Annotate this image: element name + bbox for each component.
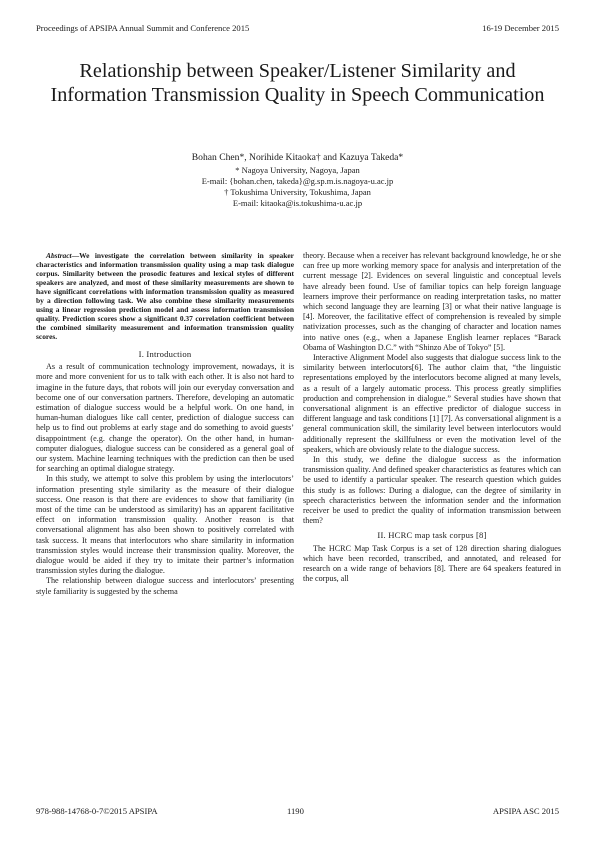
abstract-text: —We investigate the correlation between similarity in speaker characteristics and information transmission quality using a map task dialogue corpus. Similarity between the prosodic features and lexical styles of different speakers are analyzed, and most of these similarity measurements are shown to have significant correlations with information transmission quality as measured by a direction following task. We also combine these similarity measurements using a linear regression prediction model and assess information transmission quality. Prediction scores show a significant 0.37 correlation coefficient between the combined similarity measurement and information transmission quality scores.	[36, 251, 294, 341]
body-paragraph: Interactive Alignment Model also suggests that dialogue success link to the similarity between interlocutors[6]. The author claim that, “the linguistic representations employed by the interlocutors become aligned at many levels, as a result of a largely automatic process. This process greatly simplifies production and comprehension in dialogue.” Several studies have shown that conversational alignment is an effective predictor of dialogue success in different language and task conditions [1] [7]. As conversational alignment is a general communication skill, the similarity level between interlocutors would additionally represent the skillfulness or even the motivation level of the speakers, which are obviously relate to the dialogue success.	[303, 353, 561, 454]
running-header-right: 16-19 December 2015	[482, 23, 559, 33]
abstract-label: Abstract	[46, 251, 72, 260]
footer-isbn: 978-988-14768-0-7©2015 APSIPA	[36, 806, 158, 816]
section-heading-corpus: II. HCRC map task corpus [8]	[377, 530, 487, 541]
affiliation-2: † Tokushima University, Tokushima, Japan	[224, 186, 371, 197]
running-header-left: Proceedings of APSIPA Annual Summit and Conference 2015	[36, 23, 250, 33]
left-column	[36, 251, 294, 597]
body-paragraph: In this study, we attempt to solve this problem by using the interlocutors’ information presenting style similarity as the measure of their dialogue success. One reason is that there are evidences to show that familiarity (in most of the time can be understood as similarity) has an apparent facilitative effect on information transmission quality. Another reason is that conversational alignment has also been shown to positively correlated with task success. It means that interlocutors who share similarity in information transmission styles would increase their transmission quality. Moreover, the dialogue would be aided if they try to imitate their partner’s information transmission styles during the dialogue.	[36, 474, 294, 576]
email-2: E-mail: kitaoka@is.tokushima-u.ac.jp	[232, 197, 363, 208]
section-heading-introduction: I. Introduction	[138, 349, 192, 359]
body-paragraph: theory. Because when a receiver has relevant background knowledge, he or she can free up more working memory space for analysis and interpretation of the current message [2]. Evidences on several linguistic and conceptual levels have already been found. Use of familiar topics can help foreign language learners improve their performance on reading interpretation tasks, no matter which second language they are learning [3] or what their native language is [4]. Moreover, the facilitative effect of comprehension is revealed by simple nativization processes, such as the changing of character and location names into native ones (e.g., when a Japanese English learner replaces “Barack Obama of Washington D.C.” with “Shinzo Abe of Tokyo” [5].	[303, 251, 561, 352]
email-1: E-mail: {bohan.chen, takeda}@g.sp.m.is.nagoya-u.ac.jp	[201, 175, 394, 186]
page-number: 1190	[287, 806, 304, 816]
abstract	[36, 251, 294, 341]
author-names: Bohan Chen*, Norihide Kitaoka† and Kazuya Takeda*	[191, 152, 404, 163]
body-paragraph: The HCRC Map Task Corpus is a set of 128 direction sharing dialogues which have been recorded, transcribed, and annotated, and released for research on a wide range of behaviors [8]. There are 64 speakers featured in the corpus, all	[303, 543, 561, 584]
footer-conference: APSIPA ASC 2015	[492, 806, 559, 816]
paper-title: Relationship between Speaker/Listener Similarity and Information Transmission Quality in Speech Communication	[50, 60, 545, 106]
body-paragraph: In this study, we define the dialogue success as the information transmission quality. And defined speaker characteristics as features which can be used to identify a particular speaker. The research question which guides this study is as follows: During a dialogue, can the degree of similarity in speech characteristics between the information sender and the information receiver be used to predict the quality of information transmission between them?	[303, 455, 561, 526]
body-paragraph: As a result of communication technology improvement, nowadays, it is more and more convenient for us to talk with each other. It is also not hard to imagine in the future days, that robots will join our everyday conversation and become one of our conversation partners. Therefore, developing an automatic estimation of dialogue success would be a helpful work. On one hand, in human-human dialogues like call center, prediction of dialogue success can help us to find out problems at early stage and do something to avoid guests’ disappointment (e.g. change the operator). On the other hand, in human-computer dialogues, dialogue success can be considered as a general goal of our system. Machine learning techniques with the prediction can then be used for searching an optimal dialogue strategy.	[36, 362, 294, 474]
author-block	[40, 152, 555, 209]
body-paragraph: The relationship between dialogue success and interlocutors’ presenting style familiarity is suggested by the schema	[36, 576, 294, 596]
affiliation-1: * Nagoya University, Nagoya, Japan	[235, 164, 360, 175]
right-column	[303, 251, 561, 585]
